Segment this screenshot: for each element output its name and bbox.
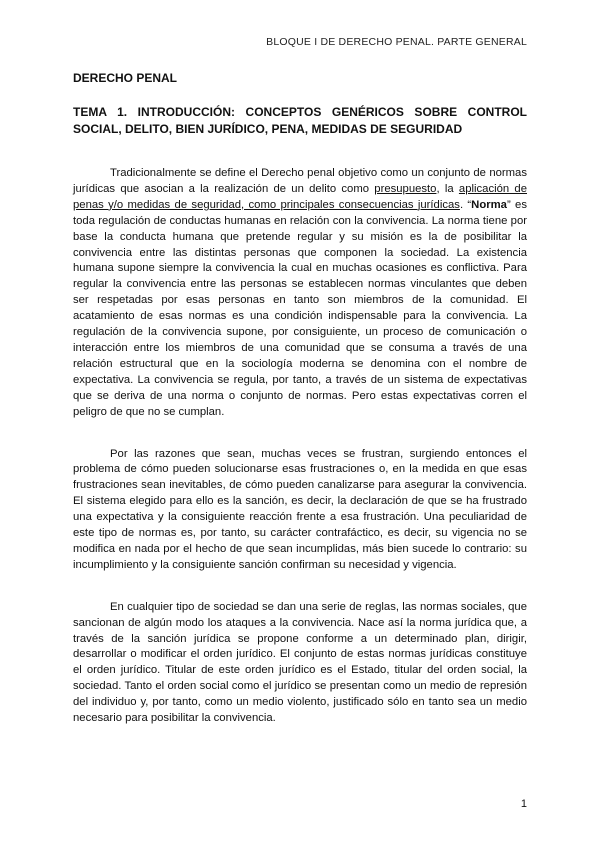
topic-heading: TEMA 1. INTRODUCCIÓN: CONCEPTOS GENÉRICOS SOBRE CONTROL SOCIAL, DELITO, BIEN JURÍDICO, PENA, MEDIDAS DE SEGURIDAD [73, 105, 527, 136]
p1-underlined-presupuesto: presupuesto [374, 182, 437, 195]
document-title: DERECHO PENAL [73, 71, 178, 85]
paragraph-3: En cualquier tipo de sociedad se dan una serie de reglas, las normas sociales, que sancionan de algún modo los ataques a la convivencia. Nace así la norma jurídica que, a través de la sanción jurídica se propone conforme a un determinado plan, dirigir, desarrollar o modificar el orden jurídico. El conjunto de estas normas jurídicas constituye el orden jurídico. Titular de este orden jurídico es el Estado, titular del orden social, la sociedad. Tanto el orden social como el jurídico se presentan como un medio de represión del individuo y, por tanto, como un medio violento, justificado sólo en tanto sea un medio necesario para posibilitar la convivencia. [73, 600, 527, 725]
paragraph-1 [73, 166, 527, 421]
document-body [73, 166, 527, 753]
paragraph-2: Por las razones que sean, muchas veces se frustran, surgiendo entonces el problema de cómo pueden solucionarse esas frustraciones o, en la medida en que esas frustraciones sean inevitables, de cómo pueden canalizarse para asegurar la convivencia. El sistema elegido para ello es la sanción, es decir, la declaración de que se ha frustrado una expectativa y la consiguiente reacción frente a esa frustración. Una peculiaridad de este tipo de normas es, por tanto, su carácter contrafáctico, es decir, su vigencia no se modifica en nada por el hecho de que sean incumplidas, más bien sucede lo contrario: su incumplimiento y la consiguiente sanción confirman su necesidad y vigencia. [73, 447, 527, 571]
p1-bold-norma: Norma [471, 198, 507, 211]
p1-text-c: . “ [459, 198, 472, 211]
running-header: BLOQUE I DE DERECHO PENAL. PARTE GENERAL [266, 36, 527, 48]
p1-text-a: Tradicionalmente se define el Derecho penal objetivo como un conjunto de normas jurídicas que asocian a la realización de un delito como [73, 167, 527, 195]
p1-underlined-consecuencias: aplicación de penas y/o medidas de seguridad, como principales consecuencias jurídicas [73, 182, 527, 211]
p1-text-d: ” es toda regulación de conductas humanas en relación con la convivencia. La norma tiene por base la conducta humana que pretende regular y su misión es la de posibilitar la convivencia entre las distintas personas que componen la sociedad. La existencia humana supone siempre la convivencia la cual en muchas ocasiones es conflictiva. Para regular la convivencia entre las personas se establecen normas vinculantes que deben ser respetadas por esas personas en tanto son miembros de la comunidad. El acatamiento de esas normas es una condición indispensable para la convivencia. La regulación de la convivencia supone, por consiguiente, un proceso de comunicación o interacción entre los miembros de una comunidad que se consuma a través de una relación estructural que en la sociología moderna se denomina con el nombre de expectativa. La convivencia se regula, por tanto, a través de un sistema de expectativas que se deriva de una norma o conjunto de normas. Pero estas expectativas corren el peligro de que no se cumplan. [73, 198, 527, 418]
page-number: 1 [520, 798, 527, 810]
p1-text-b: , la [436, 182, 459, 195]
